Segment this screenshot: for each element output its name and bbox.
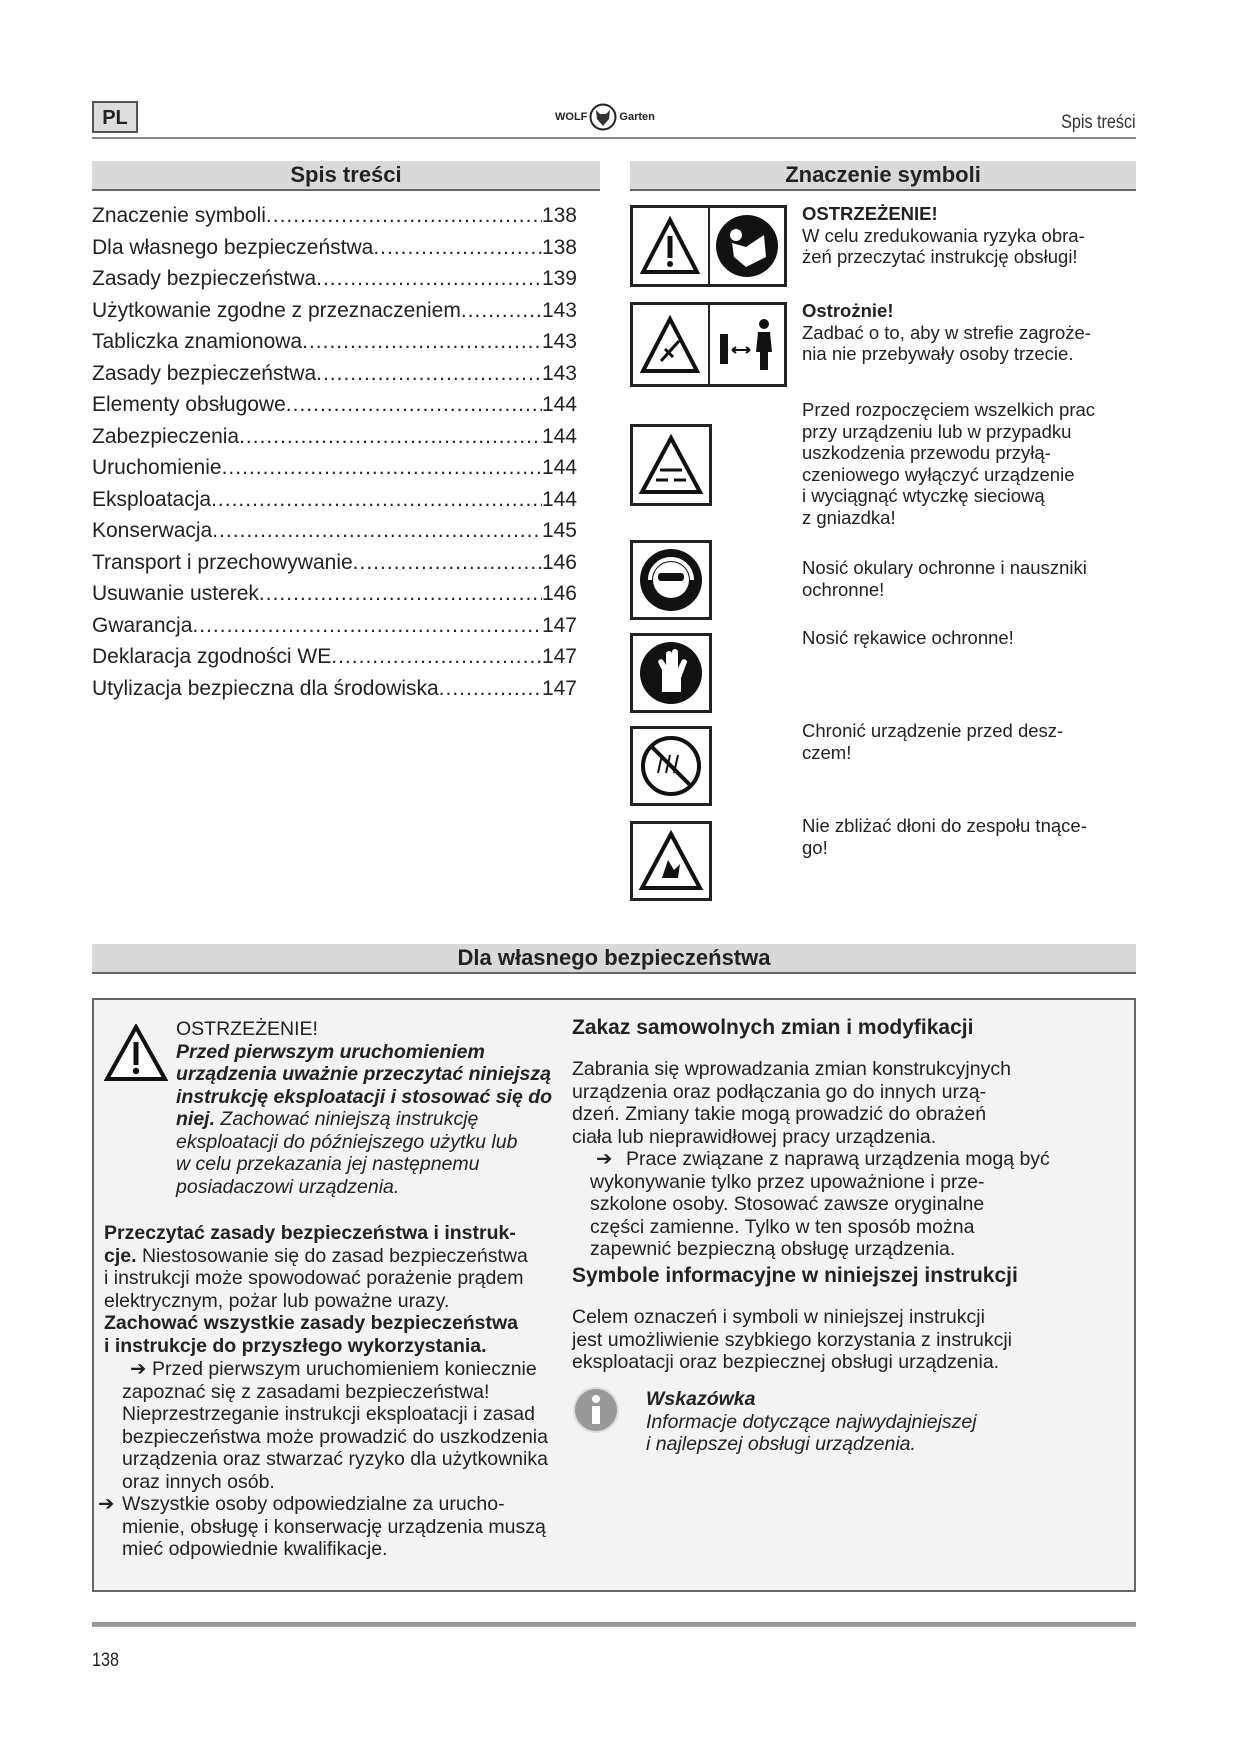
footer-rule bbox=[92, 1622, 1136, 1627]
bystander-distance-icon bbox=[714, 312, 780, 378]
symbol-description: Zadbać o to, aby w strefie zagroże- nia nie przebywały osoby trzecie. bbox=[802, 321, 1091, 364]
toc-entry-label: Znaczenie symboli bbox=[92, 204, 266, 227]
toc-entry-page: 147 bbox=[541, 645, 577, 668]
toc-entry-label: Eksploatacja bbox=[92, 487, 212, 511]
toc-entry[interactable] bbox=[92, 389, 577, 421]
bullet-qualifications: Wszystkie osoby odpowiedzialne za urucho- mienie, obsługę i konserwację urządzenia muszą mieć odpowiednie kwalifikacje. bbox=[122, 1493, 546, 1560]
warning-heading: OSTRZEŻENIE! bbox=[176, 1018, 318, 1040]
toc-leader bbox=[266, 200, 542, 232]
hint-text: Informacje dotyczące najwydajniejszej i najlepszej obsługi urządzenia. bbox=[646, 1410, 977, 1455]
toc-leader bbox=[286, 389, 542, 421]
header-section-title: Spis treści bbox=[1061, 112, 1136, 133]
toc-entry[interactable] bbox=[92, 641, 577, 673]
toc-entry-page: 146 bbox=[541, 582, 577, 605]
page-number: 138 bbox=[92, 1650, 119, 1671]
logo-text-right: Garten bbox=[619, 111, 655, 123]
warning-bold-text: Przed pierwszym uruchomieniem urządzenia uważnie przeczytać niniejszą instrukcję eksploatacji i stosować się do niej. bbox=[176, 1040, 553, 1130]
read-manual-icon bbox=[714, 213, 780, 279]
toc-entry-page: 144 bbox=[541, 393, 577, 416]
safety-box bbox=[92, 998, 1136, 1592]
toc-entry-label: Zasady bezpieczeństwa bbox=[92, 361, 317, 385]
toc-entry[interactable] bbox=[92, 232, 577, 264]
toc-entry-label: Usuwanie usterek bbox=[92, 582, 259, 605]
symbol-text-caution bbox=[802, 300, 1142, 365]
symbol-cutting-blades bbox=[630, 821, 712, 901]
language-badge: PL bbox=[92, 101, 138, 133]
toc-entry-label: Zabezpieczenia bbox=[92, 424, 240, 448]
symbol-warning-read-manual bbox=[630, 205, 787, 287]
keep-bold: Zachować wszystkie zasady bezpieczeństwa i instrukcje do przyszłego wykorzystania. bbox=[104, 1312, 519, 1357]
toc-leader bbox=[259, 578, 542, 610]
symbol-heading: OSTRZEŻENIE! bbox=[802, 203, 938, 224]
symbol-text-warning bbox=[802, 203, 1142, 268]
toc-leader bbox=[212, 515, 542, 547]
toc-entry-page: 144 bbox=[541, 487, 577, 511]
toc-entry[interactable] bbox=[92, 673, 577, 705]
goggles-earmuffs-icon bbox=[638, 547, 704, 613]
toc-entry-page: 143 bbox=[541, 330, 577, 353]
hint-block bbox=[646, 1388, 1106, 1456]
safety-heading: Dla własnego bezpieczeństwa bbox=[92, 944, 1136, 974]
toc-entry[interactable] bbox=[92, 610, 577, 642]
toc-heading: Spis treści bbox=[92, 161, 600, 191]
wolf-head-icon bbox=[589, 103, 617, 131]
toc-leader bbox=[439, 673, 542, 705]
header-rule bbox=[92, 137, 1136, 139]
toc-entry[interactable] bbox=[92, 358, 577, 390]
toc-leader bbox=[222, 452, 542, 484]
toc-leader bbox=[461, 295, 542, 327]
toc-entry-page: 139 bbox=[541, 267, 577, 290]
toc-entry[interactable] bbox=[92, 452, 577, 484]
toc-entry-page: 146 bbox=[541, 550, 577, 574]
read-bold: Przeczytać zasady bezpieczeństwa i instruk- cje. bbox=[104, 1222, 516, 1267]
info-icon bbox=[572, 1386, 620, 1434]
toc-leader bbox=[302, 326, 542, 358]
symbol-unplug bbox=[630, 424, 712, 506]
toc-leader bbox=[211, 484, 542, 516]
symbol-text-protection: Nosić okulary ochronne i nauszniki ochronne! bbox=[802, 557, 1087, 600]
toc-entry[interactable] bbox=[92, 263, 577, 295]
modification-bullet: Prace związane z naprawą urządzenia mogą być wykonywanie tylko przez upoważnione i prze- szkolone osoby. Stosować zawsze oryginalne części zamienne. Tylko w ten sposób można zapewnić bezpieczną obsługę urządzenia. bbox=[590, 1148, 1050, 1260]
toc-entry-page: 147 bbox=[541, 613, 577, 637]
toc-entry[interactable] bbox=[92, 547, 577, 579]
symbol-text-blades: Nie zbliżać dłoni do zespołu tnące- go! bbox=[802, 815, 1087, 858]
info-symbols-heading: Symbole informacyjne w niniejszej instrukcji bbox=[572, 1264, 1018, 1287]
hand-blade-warning-icon bbox=[638, 830, 704, 892]
toc-entry-label: Tabliczka znamionowa bbox=[92, 330, 303, 353]
arrow-icon: ➔ bbox=[98, 1493, 115, 1515]
logo-text-left: WOLF bbox=[555, 111, 588, 123]
wolf-garten-logo bbox=[555, 103, 655, 131]
toc-leader bbox=[316, 358, 542, 390]
toc-entry-page: 138 bbox=[541, 204, 577, 227]
toc-leader bbox=[353, 547, 542, 579]
toc-entry-label: Gwarancja bbox=[92, 613, 193, 637]
toc-entry-page: 145 bbox=[541, 519, 577, 542]
toc-entry[interactable] bbox=[92, 484, 577, 516]
arrow-icon: ➔ bbox=[596, 1148, 613, 1170]
toc-leader bbox=[239, 421, 542, 453]
symbol-text-unplug: Przed rozpoczęciem wszelkich prac przy urządzeniu lub w przypadku uszkodzenia przewodu przyłą- czeniowego wyłączyć urządzenie i wyciągnąć wtyczkę sieciową z gniazdka! bbox=[802, 399, 1096, 528]
toc-leader bbox=[192, 610, 542, 642]
toc-entry-label: Transport i przechowywanie bbox=[92, 550, 353, 574]
arrow-icon: ➔ bbox=[130, 1358, 147, 1380]
bullet-first-use: Przed pierwszym uruchomieniem koniecznie zapoznać się z zasadami bezpieczeństwa! Nieprzestrzeganie instrukcji eksploatacji i zasad bezpieczeństwa może prowadzić do uszkodzenia urządzenia oraz stwarzać ryzyko dla użytkownika oraz innych osób. bbox=[122, 1358, 548, 1493]
toc-entry-label: Utylizacja bezpieczna dla środowiska bbox=[92, 676, 439, 700]
toc-entry[interactable] bbox=[92, 295, 577, 327]
warning-italic-text: Zachować niniejszą instrukcję eksploatacji do późniejszego użytku lub w celu przekazania jej następnemu posiadaczowi urządzenia. bbox=[176, 1108, 518, 1198]
modification-heading: Zakaz samowolnych zmian i modyfikacji bbox=[572, 1016, 974, 1039]
symbol-text-gloves: Nosić rękawice ochronne! bbox=[802, 627, 1014, 648]
read-instructions-paragraph bbox=[104, 1222, 644, 1357]
info-symbols-text: Celem oznaczeń i symboli w niniejszej instrukcji jest umożliwienie szybkiego korzystania z instrukcji eksploatacji oraz bezpiecznej obsługi urządzenia. bbox=[572, 1306, 1012, 1373]
gloves-icon bbox=[638, 640, 704, 706]
modification-text: Zabrania się wprowadzania zmian konstrukcyjnych urządzenia oraz podłączania go do innych urzą- dzeń. Zmiany takie mogą prowadzić do obrażeń ciała lub nieprawidłowej pracy urządzenia. bbox=[572, 1058, 1011, 1148]
toc-entry-label: Dla własnego bezpieczeństwa bbox=[92, 235, 374, 259]
toc-entry-page: 143 bbox=[541, 298, 577, 322]
warning-triangle-icon bbox=[104, 1024, 168, 1082]
warning-block bbox=[176, 1018, 636, 1198]
toc-entry-label: Deklaracja zgodności WE bbox=[92, 645, 332, 668]
toc-entry-label: Elementy obsługowe bbox=[92, 393, 286, 416]
read-text: Niestosowanie się do zasad bezpieczeństwa i instrukcji może spowodować porażenie prądem elektrycznym, pożar lub poważne urazy. bbox=[104, 1244, 528, 1312]
toc-entry[interactable] bbox=[92, 200, 577, 232]
toc-entry-label: Konserwacja bbox=[92, 519, 213, 542]
toc-entry[interactable] bbox=[92, 578, 577, 610]
toc-entry[interactable] bbox=[92, 515, 577, 547]
toc-entry-page: 147 bbox=[541, 676, 577, 700]
warning-triangle-icon bbox=[639, 216, 701, 276]
symbol-description: W celu zredukowania ryzyka obra- żeń przeczytać instrukcję obsługi! bbox=[802, 224, 1085, 267]
table-of-contents bbox=[92, 200, 577, 704]
symbol-no-rain bbox=[630, 726, 712, 806]
unplug-warning-icon bbox=[638, 434, 704, 496]
hazard-debris-icon bbox=[639, 315, 701, 375]
toc-leader bbox=[331, 641, 542, 673]
symbol-text-rain: Chronić urządzenie przed desz- czem! bbox=[802, 720, 1064, 763]
toc-entry-page: 144 bbox=[541, 456, 577, 479]
toc-entry-page: 144 bbox=[541, 424, 577, 448]
symbol-keep-distance bbox=[630, 302, 787, 387]
symbol-heading: Ostrożnie! bbox=[802, 300, 894, 321]
no-rain-icon bbox=[638, 733, 704, 799]
toc-entry[interactable] bbox=[92, 326, 577, 358]
toc-entry-label: Zasady bezpieczeństwa bbox=[92, 267, 317, 290]
symbols-heading: Znaczenie symboli bbox=[630, 161, 1136, 191]
symbol-eye-ear-protection bbox=[630, 540, 712, 620]
toc-leader bbox=[373, 232, 542, 264]
toc-entry-label: Użytkowanie zgodne z przeznaczeniem bbox=[92, 298, 461, 322]
toc-leader bbox=[316, 263, 542, 295]
toc-entry-page: 143 bbox=[541, 361, 577, 385]
toc-entry-label: Uruchomienie bbox=[92, 456, 222, 479]
toc-entry-page: 138 bbox=[541, 235, 577, 259]
toc-entry[interactable] bbox=[92, 421, 577, 453]
hint-title: Wskazówka bbox=[646, 1388, 756, 1410]
symbol-gloves bbox=[630, 633, 712, 713]
